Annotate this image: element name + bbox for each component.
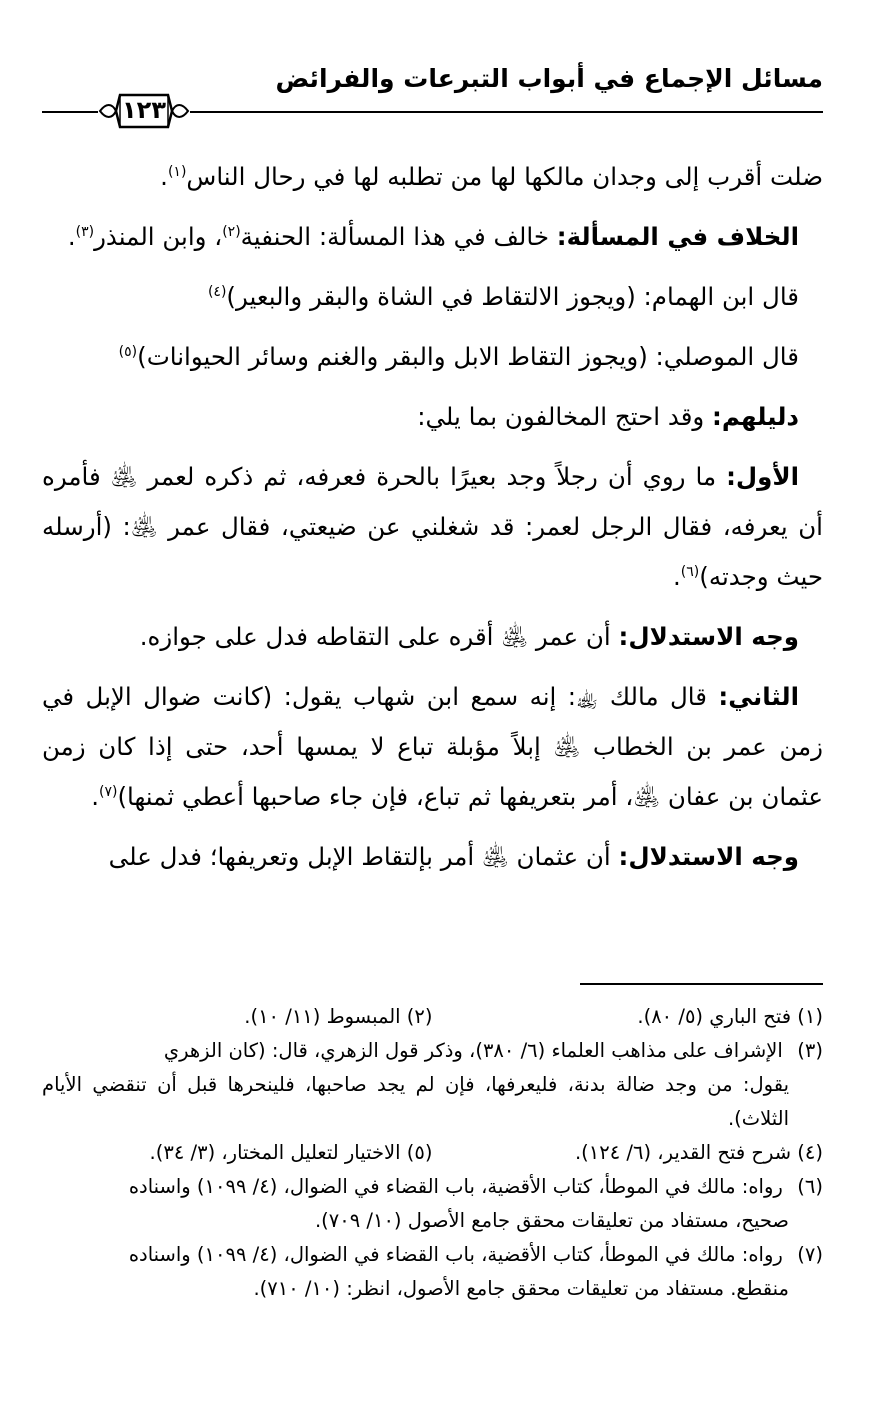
footnote-marker: (٦) <box>680 563 700 580</box>
footnote-2: (٢) المبسوط (١١/ ١٠). <box>244 1005 433 1028</box>
paragraph-3: قال ابن الهمام: (ويجوز الالتقاط في الشاة والبقر والبعير)$^{(٤)}$ <box>207 282 799 311</box>
running-title: مسائل الإجماع في أبواب التبرعات والفرائض <box>275 64 823 93</box>
section-lead: الخلاف في المسألة: <box>556 222 799 251</box>
section-lead: الأول: <box>726 462 799 491</box>
page-number-ornament <box>98 89 190 133</box>
footnotes <box>42 1000 823 1306</box>
header-rule <box>190 111 823 113</box>
footnote-marker: (١) <box>167 163 187 180</box>
paragraph-4: قال الموصلي: (ويجوز التقاط الابل والبقر والغنم وسائر الحيوانات)$^{(٥)}$ <box>118 342 799 371</box>
main-text <box>42 152 823 882</box>
footnote-6: (٦) رواه: مالك في الموطأ، كتاب الأقضية، باب القضاء في الضوال، (٤/ ١٠٩٩) واسناده <box>128 1175 823 1198</box>
paragraph-6: الأول: ما روي أن رجلاً وجد بعيرًا بالحرة فعرفه، ثم ذكره لعمر ﵁ فأمره أن يعرفه، فقال الرجل لعمر: قد شغلني عن ضيعتي، فقال عمر ﵁: (أرسله حيث وجدته)$^{(٦)}$. <box>42 462 823 591</box>
footnote-marker: (٥) <box>118 343 138 360</box>
paragraph-7: وجه الاستدلال: أن عمر ﵁ أقره على التقاطه فدل على جوازه. <box>139 622 799 651</box>
footnote-marker: (٧) <box>99 783 118 800</box>
section-lead: دليلهم: <box>712 402 799 431</box>
header-rule-left <box>42 111 98 113</box>
footnote-3-continuation: يقول: من وجد ضالة بدنة، فليعرفها، فإن لم يجد صاحبها، فلينحرها قبل أن تنقضي الأيام الثلاث). <box>42 1073 789 1130</box>
paragraph-2: الخلاف في المسألة: خالف في هذا المسألة: الحنفية$^{(٢)}$، وابن المنذر$^{(٣)}$. <box>67 222 799 251</box>
footnote-row <box>42 1136 823 1170</box>
paragraph-9: وجه الاستدلال: أن عثمان ﵁ أمر بإلتقاط الإبل وتعريفها؛ فدل على <box>108 842 799 871</box>
footnote-1: (١) فتح الباري (٥/ ٨٠). <box>637 1005 823 1028</box>
paragraph-8: الثاني: قال مالك ﵀: إنه سمع ابن شهاب يقول: (كانت ضوال الإبل في زمن عمر بن الخطاب ﵁ إبلاً مؤبلة تباع لا يمسها أحد، حتى إذا كان زمن عثمان بن عفان ﵁، أمر بتعريفها ثم تباع، فإن جاء صاحبها أعطي ثمنها)$^{(٧)}$. <box>42 682 823 811</box>
footnote-6-continuation: صحيح، مستفاد من تعليقات محقق جامع الأصول (١٠/ ٧٠٩). <box>314 1209 789 1232</box>
footnote-7: (٧) رواه: مالك في الموطأ، كتاب الأقضية، باب القضاء في الضوال، (٤/ ١٠٩٩) واسناده <box>128 1243 823 1266</box>
footnote-row <box>42 1000 823 1034</box>
footnote-3: (٣) الإشراف على مذاهب العلماء (٦/ ٣٨٠)، وذكر قول الزهري، قال: (كان الزهري <box>163 1039 823 1062</box>
footnote-7-continuation: منقطع. مستفاد من تعليقات محقق جامع الأصول، انظر: (١٠/ ٧١٠). <box>253 1277 789 1300</box>
footnote-4: (٤) شرح فتح القدير، (٦/ ١٢٤). <box>574 1141 823 1164</box>
footnote-separator <box>580 983 823 985</box>
footnote-marker: (٤) <box>207 283 227 300</box>
section-lead: وجه الاستدلال: <box>618 842 799 871</box>
paragraph-1: ضلت أقرب إلى وجدان مالكها لها من تطلبه لها في رحال الناس$^{(١)}$. <box>160 162 823 191</box>
footnote-marker: (٣) <box>75 223 95 240</box>
footnote-marker: (٢) <box>222 223 241 240</box>
section-lead: الثاني: <box>718 682 799 711</box>
footnote-5: (٥) الاختيار لتعليل المختار، (٣/ ٣٤). <box>149 1141 433 1164</box>
paragraph-5: دليلهم: وقد احتج المخالفون بما يلي: <box>417 402 799 431</box>
section-lead: وجه الاستدلال: <box>618 622 799 651</box>
page-number: ١٢٣ <box>122 96 166 124</box>
